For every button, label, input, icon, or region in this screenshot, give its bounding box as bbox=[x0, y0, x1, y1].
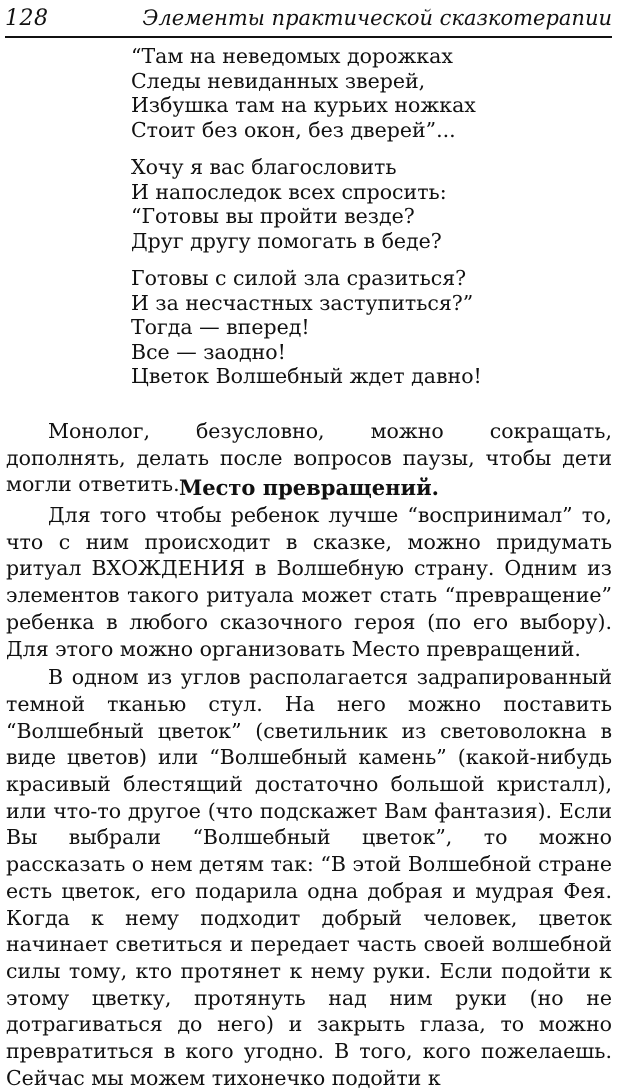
poem-line: “Там на неведомых дорожках bbox=[131, 44, 453, 68]
poem-line: И за несчастных заступиться?” bbox=[131, 290, 474, 315]
paragraph: Для того чтобы ребенок лучше “воспринимал” то, что с ним происходит в сказке, можно придумать ритуал ВХОЖДЕНИЯ в Волшебную страну. Одним из элементов такого ритуала может стать “превращение” ребенка в любого сказочного героя (по его выбору). Для этого можно организовать Место превращений. bbox=[6, 503, 612, 661]
poem bbox=[131, 44, 601, 402]
poem-stanza bbox=[131, 44, 601, 142]
poem-line: Следы невиданных зверей, bbox=[131, 68, 426, 93]
poem-line: Цветок Волшебный ждет давно! bbox=[131, 364, 482, 388]
poem-line: Все — заодно! bbox=[131, 339, 286, 364]
poem-stanza bbox=[131, 155, 601, 253]
poem-line: Хочу я вас благословить bbox=[131, 155, 397, 179]
monologue-note: Монолог, безусловно, можно сокращать, дополнять, делать после вопросов паузы, чтобы дети могли ответить. bbox=[6, 419, 612, 497]
poem-line: Тогда — вперед! bbox=[131, 315, 310, 339]
poem-line: Стоит без окон, без дверей”... bbox=[131, 117, 456, 142]
poem-line: И напоследок всех спросить: bbox=[131, 179, 447, 204]
page-header bbox=[5, 4, 612, 38]
poem-line: Друг другу помогать в беде? bbox=[131, 228, 442, 253]
paragraph: В одном из углов располагается задрапированный темной тканью стул. На него можно поставить “Волшебный цветок” (светильник из световолокна в виде цветов) или “Волшебный камень” (какой-нибудь красивый блестящий достаточно большой кристалл), или что-то другое (что подскажет Вам фантазия). Если Вы выбрали “Волшебный цветок”, то можно рассказать о нем детям так: “В этой Волшебной стране есть цветок, его подарила одна добрая и мудрая Фея. Когда к нему подходит добрый человек, цветок начинает светиться и передает часть своей волшебной силы тому, кто протянет к нему руки. Если подойти к этому цветку, протянуть над ним руки (но не дотрагиваться до него) и закрыть глаза, то можно превратиться в кого угодно. В того, кого пожелаешь. Сейчас мы можем тихонечко подойти к bbox=[6, 665, 612, 1090]
running-title: Элементы практической сказкотерапии bbox=[142, 6, 612, 30]
section-body bbox=[6, 502, 612, 1091]
section-title: Место превращений. bbox=[179, 475, 439, 500]
poem-line: Готовы с силой зла сразиться? bbox=[131, 266, 467, 290]
poem-line: Избушка там на курьих ножках bbox=[131, 93, 476, 117]
page-number: 128 bbox=[5, 6, 49, 31]
poem-stanza bbox=[131, 266, 601, 389]
poem-line: “Готовы вы пройти везде? bbox=[131, 204, 415, 228]
